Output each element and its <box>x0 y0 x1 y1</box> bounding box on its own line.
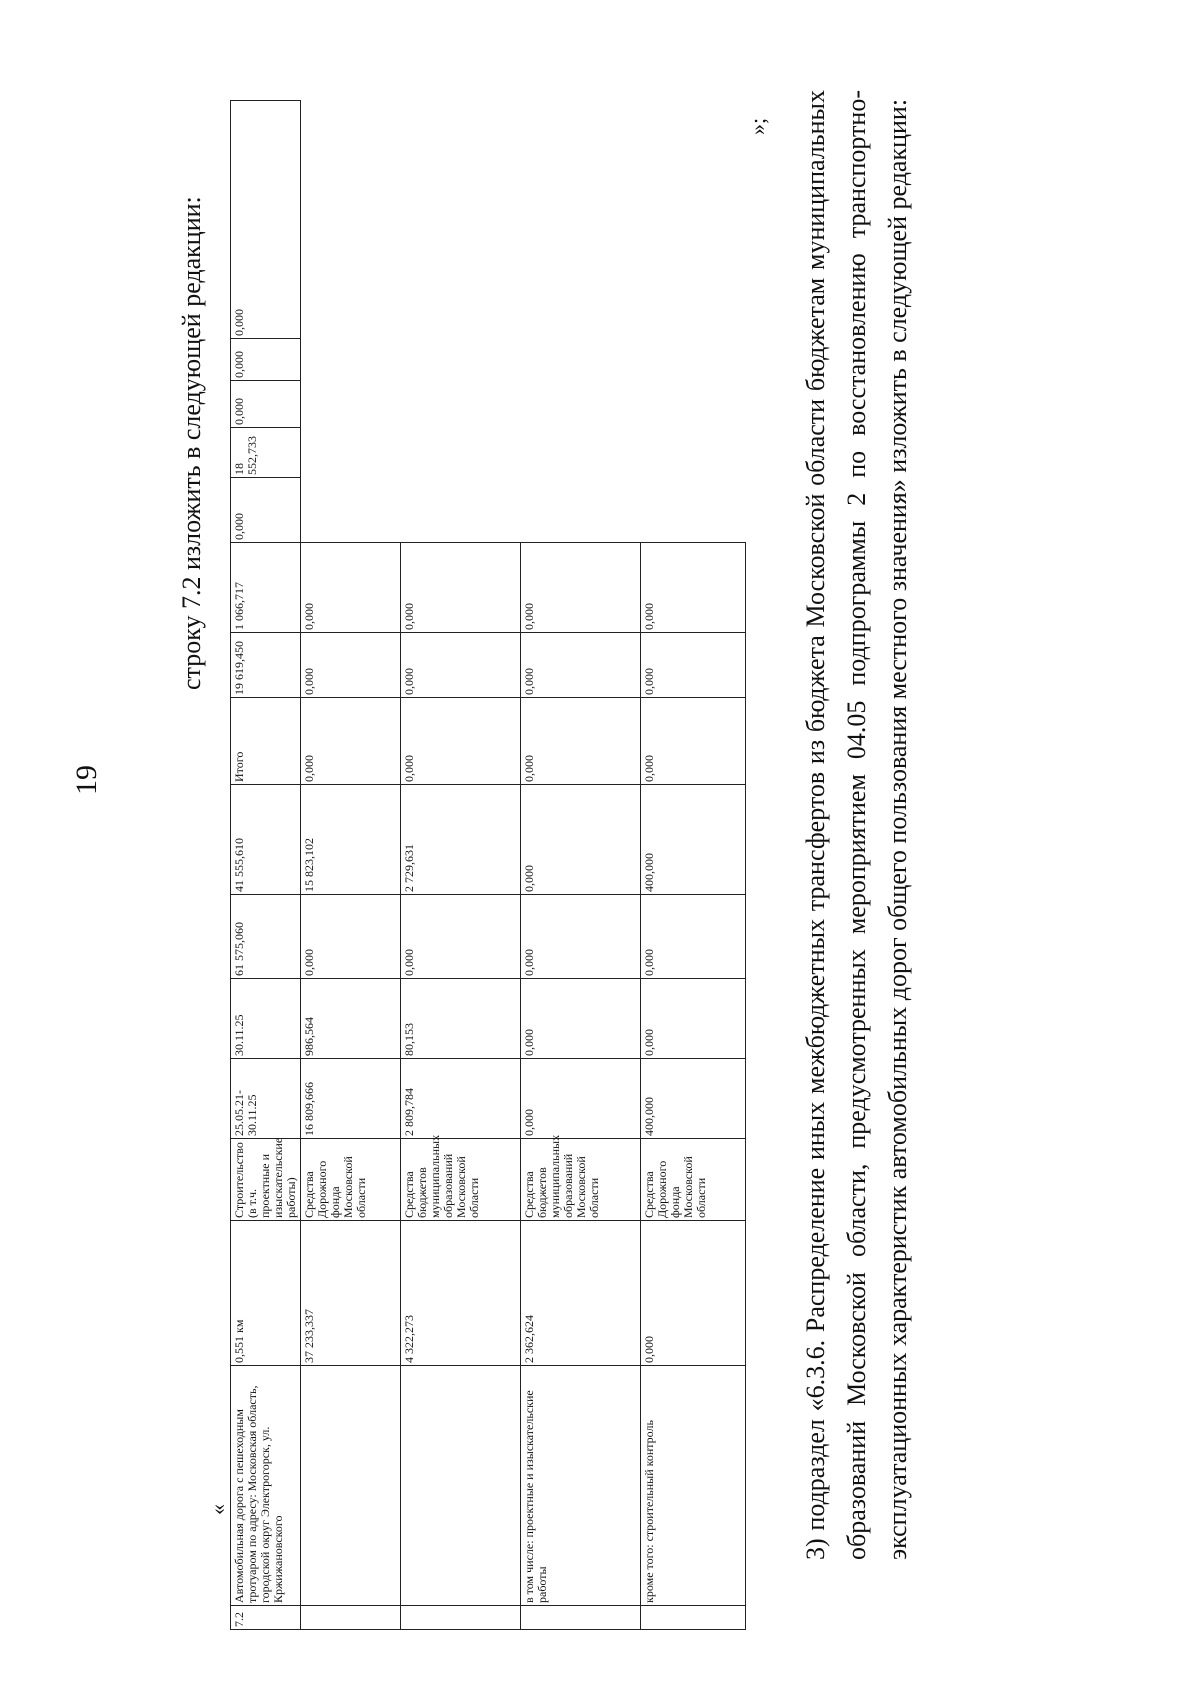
source-cell: Средства бюджетов муниципальных образований Московской области <box>401 1139 521 1221</box>
empty-cell <box>401 1366 521 1606</box>
empty-cell <box>521 1606 641 1630</box>
value-cell: 0,000 <box>641 895 746 979</box>
page-number-display: 19 <box>70 765 103 795</box>
value-cell: 0,000 <box>401 633 521 698</box>
value-cell: 0,000 <box>231 381 301 428</box>
value-cell: 0,000 <box>231 339 301 381</box>
value-cell: 0,000 <box>521 979 641 1059</box>
value-cell: 400,000 <box>641 1059 746 1139</box>
value-cell: 0,000 <box>641 979 746 1059</box>
intro-text: строку 7.2 изложить в следующей редакции: <box>177 196 206 690</box>
value-cell: 19 619,450 <box>231 633 301 698</box>
table-row <box>231 101 301 1630</box>
length-cell: 0,551 км <box>231 1221 301 1366</box>
value-cell: 16 809,666 <box>301 1059 401 1139</box>
value-cell: 15 823,102 <box>301 785 401 895</box>
value-cell: 0,000 <box>641 633 746 698</box>
finance-cell: 4 322,273 <box>401 1221 521 1366</box>
empty-cell <box>401 1606 521 1630</box>
value-cell: 0,000 <box>301 698 401 785</box>
date-cell: 30.11.25 <box>231 979 301 1059</box>
value-cell: 0,000 <box>231 478 301 543</box>
source-cell: Средства Дорожного фонда Московской области <box>641 1139 746 1221</box>
finance-cell: 37 233,337 <box>301 1221 401 1366</box>
table-row <box>521 101 641 1630</box>
value-cell: 0,000 <box>301 895 401 979</box>
value-cell: 0,000 <box>641 543 746 633</box>
value-cell: 0,000 <box>521 1059 641 1139</box>
total-cost-cell: 61 575,060 <box>231 895 301 979</box>
value-cell: 0,000 <box>301 543 401 633</box>
value-cell: 0,000 <box>521 543 641 633</box>
value-cell: 2 729,631 <box>401 785 521 895</box>
close-quote: »; <box>745 117 770 135</box>
value-cell: 0,000 <box>401 543 521 633</box>
value-cell: 0,000 <box>641 698 746 785</box>
value-cell: 986,564 <box>301 979 401 1059</box>
value-cell: 80,153 <box>401 979 521 1059</box>
table-row <box>401 101 521 1630</box>
value-cell: 0,000 <box>401 895 521 979</box>
value-cell: 0,000 <box>231 101 301 339</box>
empty-cell <box>641 1606 746 1630</box>
value-cell: 0,000 <box>301 633 401 698</box>
sub-item-cell: в том числе: проектные и изыскательские работы <box>521 1366 641 1606</box>
empty-cell <box>301 1606 401 1630</box>
work-type-cell: Строительство (в т.ч. проектные и изыскательские работы) <box>231 1139 301 1221</box>
value-cell: 0,000 <box>521 895 641 979</box>
value-cell: 0,000 <box>521 698 641 785</box>
value-cell: 0,000 <box>521 785 641 895</box>
value-cell: 400,000 <box>641 785 746 895</box>
empty-cell <box>301 1366 401 1606</box>
value-cell: 1 066,717 <box>231 543 301 633</box>
table-row <box>301 101 401 1630</box>
table-row <box>641 101 746 1630</box>
value-cell: 2 809,784 <box>401 1059 521 1139</box>
value-cell: 18 552,733 <box>231 428 301 478</box>
period-cell: 25.05.21-30.11.25 <box>231 1059 301 1139</box>
sub-item-cell: кроме того: строительный контроль <box>641 1366 746 1606</box>
paragraph: 3) подраздел «6.3.6. Распределение иных межбюджетных трансфертов из бюджета Московской области бюджетам муниципальных образований Московской области, предусмотренных мероприятием 04.05 подпрограммы 2 по восстановлению транспортно-эксплуатационных характеристик автомобильных дорог общего пользования местного значения» изложить в следующей редакции: <box>801 90 912 1560</box>
source-cell: Средства Дорожного фонда Московской области <box>301 1139 401 1221</box>
object-cell: Автомобильная дорога с пешеходным тротуаром по адресу: Московская область, городской округ Электрогорск, ул. Кржижановского <box>231 1366 301 1606</box>
source-cell: Средства бюджетов муниципальных образований Московской области <box>521 1139 641 1221</box>
main-table <box>230 100 746 1630</box>
value-cell: 0,000 <box>521 633 641 698</box>
table-container <box>230 100 740 1630</box>
source-cell: Итого <box>231 698 301 785</box>
row-number: 7.2 <box>231 1606 301 1630</box>
finance-cell: 0,000 <box>641 1221 746 1366</box>
finance-cell: 41 555,610 <box>231 785 301 895</box>
finance-cell: 2 362,624 <box>521 1221 641 1366</box>
quote-open: « <box>205 1504 230 1515</box>
value-cell: 0,000 <box>401 698 521 785</box>
